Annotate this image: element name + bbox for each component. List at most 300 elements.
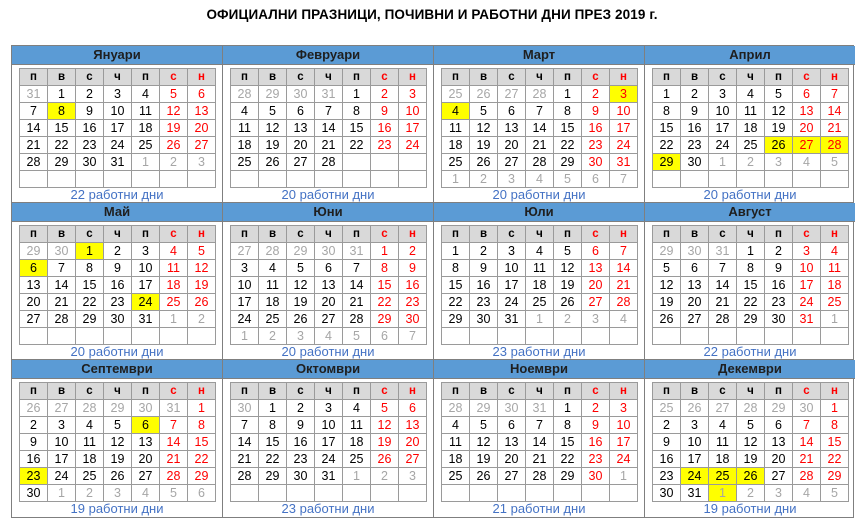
day-cell: 12 (371, 417, 399, 434)
day-cell: 1 (343, 468, 371, 485)
day-cell: 8 (737, 260, 765, 277)
empty-day-cell (582, 328, 610, 345)
day-cell: 13 (765, 434, 793, 451)
day-cell: 1 (231, 328, 259, 345)
holiday-day-cell: 24 (681, 468, 709, 485)
week-row (442, 86, 638, 103)
day-cell: 2 (160, 154, 188, 171)
day-cell: 31 (681, 485, 709, 502)
weekday-header-row (231, 69, 427, 86)
weekday-header: с (287, 226, 315, 243)
weekday-header: с (793, 226, 821, 243)
day-cell: 22 (821, 451, 849, 468)
day-cell: 3 (399, 468, 427, 485)
day-cell: 23 (104, 294, 132, 311)
day-cell: 17 (104, 120, 132, 137)
weekday-header: с (287, 69, 315, 86)
day-cell: 12 (653, 277, 681, 294)
day-cell: 19 (287, 294, 315, 311)
day-cell: 7 (399, 328, 427, 345)
workdays-count: 20 работни дни (703, 187, 797, 202)
day-cell: 22 (48, 137, 76, 154)
week-row (442, 120, 638, 137)
weekday-header: п (554, 383, 582, 400)
empty-day-cell (315, 171, 343, 188)
day-cell: 25 (821, 294, 849, 311)
day-cell: 4 (76, 417, 104, 434)
empty-day-cell (765, 171, 793, 188)
day-cell: 21 (160, 451, 188, 468)
day-cell: 18 (442, 137, 470, 154)
day-cell: 3 (132, 243, 160, 260)
day-cell: 22 (442, 294, 470, 311)
week-row (231, 120, 427, 137)
day-cell: 5 (470, 103, 498, 120)
weekday-header: ч (104, 226, 132, 243)
month-name: Февруари (223, 46, 433, 65)
day-cell: 1 (737, 243, 765, 260)
day-cell: 28 (610, 294, 638, 311)
day-cell: 27 (48, 400, 76, 417)
empty-day-cell (554, 485, 582, 502)
day-cell: 12 (554, 260, 582, 277)
day-cell: 29 (287, 243, 315, 260)
day-cell: 26 (287, 311, 315, 328)
week-row (20, 243, 216, 260)
day-cell: 6 (371, 328, 399, 345)
day-cell: 29 (442, 311, 470, 328)
day-cell: 16 (399, 277, 427, 294)
day-cell: 17 (315, 434, 343, 451)
day-cell: 24 (610, 451, 638, 468)
holiday-day-cell: 26 (737, 468, 765, 485)
day-cell: 1 (821, 400, 849, 417)
day-cell: 23 (470, 294, 498, 311)
weekday-header: п (765, 69, 793, 86)
day-cell: 9 (681, 103, 709, 120)
day-cell: 10 (315, 417, 343, 434)
weekday-header-row (231, 383, 427, 400)
empty-day-cell (371, 154, 399, 171)
weekday-header: с (793, 383, 821, 400)
day-cell: 1 (48, 86, 76, 103)
day-cell: 22 (259, 451, 287, 468)
day-cell: 30 (287, 468, 315, 485)
week-row (442, 154, 638, 171)
empty-day-cell (442, 328, 470, 345)
day-cell: 23 (399, 294, 427, 311)
week-row (442, 171, 638, 188)
week-row (231, 434, 427, 451)
day-cell: 12 (470, 434, 498, 451)
day-cell: 1 (554, 86, 582, 103)
empty-day-cell (737, 171, 765, 188)
day-cell: 9 (371, 103, 399, 120)
day-cell: 3 (48, 417, 76, 434)
week-row (653, 260, 849, 277)
day-cell: 1 (48, 485, 76, 502)
month-calendar-table (652, 68, 849, 188)
month-calendar-table (19, 225, 216, 345)
month-calendar-table (441, 382, 638, 502)
day-cell: 6 (582, 171, 610, 188)
empty-day-cell (343, 485, 371, 502)
month-block (645, 46, 855, 203)
day-cell: 3 (709, 86, 737, 103)
workdays-count: 23 работни дни (492, 344, 586, 359)
workdays-count: 22 работни дни (703, 344, 797, 359)
empty-day-cell (681, 171, 709, 188)
day-cell: 17 (132, 277, 160, 294)
day-cell: 2 (737, 485, 765, 502)
day-cell: 18 (442, 451, 470, 468)
weekday-header: н (399, 69, 427, 86)
day-cell: 5 (821, 154, 849, 171)
day-cell: 25 (259, 311, 287, 328)
week-row (442, 328, 638, 345)
day-cell: 30 (76, 154, 104, 171)
day-cell: 1 (442, 171, 470, 188)
day-cell: 27 (399, 451, 427, 468)
week-row (442, 294, 638, 311)
empty-day-cell (76, 171, 104, 188)
week-row (231, 103, 427, 120)
week-row (653, 294, 849, 311)
weekday-header: п (653, 383, 681, 400)
holiday-day-cell: 26 (765, 137, 793, 154)
month-name: Октомври (223, 360, 433, 379)
day-cell: 27 (709, 400, 737, 417)
day-cell: 1 (653, 86, 681, 103)
weekday-header: с (160, 383, 188, 400)
week-row (20, 103, 216, 120)
day-cell: 18 (709, 451, 737, 468)
weekday-header: с (160, 69, 188, 86)
day-cell: 28 (76, 400, 104, 417)
month-calendar-table (441, 68, 638, 188)
holiday-day-cell: 1 (76, 243, 104, 260)
weekday-header-row (442, 226, 638, 243)
day-cell: 15 (188, 434, 216, 451)
week-row (231, 451, 427, 468)
day-cell: 29 (554, 468, 582, 485)
day-cell: 5 (343, 328, 371, 345)
day-cell: 17 (709, 120, 737, 137)
day-cell: 27 (20, 311, 48, 328)
month-name: Април (645, 46, 855, 65)
empty-day-cell (231, 171, 259, 188)
day-cell: 14 (231, 434, 259, 451)
month-name: Декември (645, 360, 855, 379)
day-cell: 22 (188, 451, 216, 468)
weekday-header-row (20, 69, 216, 86)
week-row (653, 154, 849, 171)
day-cell: 14 (20, 120, 48, 137)
day-cell: 11 (76, 434, 104, 451)
day-cell: 20 (188, 120, 216, 137)
empty-day-cell (709, 171, 737, 188)
day-cell: 7 (610, 243, 638, 260)
day-cell: 7 (231, 417, 259, 434)
holiday-day-cell: 6 (132, 417, 160, 434)
day-cell: 21 (20, 137, 48, 154)
day-cell: 30 (231, 400, 259, 417)
day-cell: 19 (104, 451, 132, 468)
day-cell: 6 (793, 86, 821, 103)
day-cell: 25 (737, 137, 765, 154)
weekday-header: п (343, 69, 371, 86)
day-cell: 1 (821, 311, 849, 328)
week-row (20, 171, 216, 188)
week-row (20, 260, 216, 277)
holiday-day-cell: 28 (821, 137, 849, 154)
weekday-header: с (287, 383, 315, 400)
day-cell: 2 (287, 400, 315, 417)
day-cell: 14 (793, 434, 821, 451)
day-cell: 7 (526, 417, 554, 434)
day-cell: 5 (737, 417, 765, 434)
empty-day-cell (104, 328, 132, 345)
day-cell: 10 (231, 277, 259, 294)
day-cell: 5 (554, 171, 582, 188)
day-cell: 7 (610, 171, 638, 188)
day-cell: 28 (259, 243, 287, 260)
day-cell: 30 (399, 311, 427, 328)
day-cell: 2 (681, 86, 709, 103)
day-cell: 26 (470, 154, 498, 171)
day-cell: 6 (188, 86, 216, 103)
day-cell: 28 (526, 154, 554, 171)
weekday-header: н (188, 226, 216, 243)
day-cell: 4 (442, 417, 470, 434)
day-cell: 20 (399, 434, 427, 451)
day-cell: 23 (371, 137, 399, 154)
weekday-header: п (132, 226, 160, 243)
week-row (442, 277, 638, 294)
empty-day-cell (48, 171, 76, 188)
weekday-header: ч (104, 69, 132, 86)
day-cell: 14 (610, 260, 638, 277)
day-cell: 11 (442, 434, 470, 451)
day-cell: 13 (399, 417, 427, 434)
empty-day-cell (20, 328, 48, 345)
day-cell: 30 (104, 311, 132, 328)
day-cell: 20 (681, 294, 709, 311)
day-cell: 2 (470, 243, 498, 260)
day-cell: 2 (20, 417, 48, 434)
day-cell: 1 (709, 154, 737, 171)
week-row (442, 103, 638, 120)
day-cell: 2 (371, 86, 399, 103)
month-block (645, 360, 855, 517)
day-cell: 7 (160, 417, 188, 434)
weekday-header: п (554, 226, 582, 243)
day-cell: 3 (188, 154, 216, 171)
day-cell: 30 (582, 468, 610, 485)
month-calendar-table (230, 68, 427, 188)
empty-day-cell (554, 328, 582, 345)
day-cell: 8 (653, 103, 681, 120)
weekday-header: с (709, 226, 737, 243)
day-cell: 28 (315, 154, 343, 171)
week-row (442, 485, 638, 502)
weekday-header: ч (526, 383, 554, 400)
day-cell: 3 (765, 154, 793, 171)
empty-day-cell (681, 328, 709, 345)
day-cell: 9 (653, 434, 681, 451)
day-cell: 26 (653, 311, 681, 328)
workdays-count: 20 работни дни (70, 344, 164, 359)
day-cell: 1 (526, 311, 554, 328)
weekday-header: п (442, 69, 470, 86)
empty-day-cell (259, 171, 287, 188)
day-cell: 29 (104, 400, 132, 417)
day-cell: 21 (526, 451, 554, 468)
weekday-header: с (498, 69, 526, 86)
day-cell: 6 (765, 417, 793, 434)
weekday-header: п (231, 69, 259, 86)
day-cell: 2 (470, 171, 498, 188)
day-cell: 16 (582, 120, 610, 137)
day-cell: 5 (470, 417, 498, 434)
day-cell: 19 (259, 137, 287, 154)
month-name: Май (12, 203, 222, 222)
day-cell: 17 (610, 434, 638, 451)
day-cell: 14 (709, 277, 737, 294)
day-cell: 21 (793, 451, 821, 468)
day-cell: 8 (188, 417, 216, 434)
day-cell: 21 (48, 294, 76, 311)
day-cell: 12 (160, 103, 188, 120)
day-cell: 21 (231, 451, 259, 468)
week-row (231, 277, 427, 294)
day-cell: 15 (48, 120, 76, 137)
week-row (442, 260, 638, 277)
week-row (653, 328, 849, 345)
day-cell: 27 (315, 311, 343, 328)
week-row (653, 400, 849, 417)
day-cell: 30 (287, 86, 315, 103)
week-row (653, 277, 849, 294)
day-cell: 27 (498, 468, 526, 485)
day-cell: 11 (231, 120, 259, 137)
day-cell: 3 (610, 400, 638, 417)
day-cell: 3 (315, 400, 343, 417)
week-row (20, 86, 216, 103)
empty-day-cell (821, 171, 849, 188)
day-cell: 24 (104, 137, 132, 154)
empty-day-cell (371, 485, 399, 502)
weekday-header: ч (526, 69, 554, 86)
day-cell: 28 (442, 400, 470, 417)
day-cell: 4 (793, 485, 821, 502)
weekday-header: п (20, 383, 48, 400)
day-cell: 10 (399, 103, 427, 120)
day-cell: 4 (160, 243, 188, 260)
day-cell: 29 (259, 86, 287, 103)
day-cell: 18 (132, 120, 160, 137)
day-cell: 14 (160, 434, 188, 451)
workdays-count: 20 работни дни (281, 344, 375, 359)
weekday-header-row (231, 226, 427, 243)
weekday-header-row (20, 226, 216, 243)
day-cell: 23 (653, 468, 681, 485)
day-cell: 31 (526, 400, 554, 417)
day-cell: 1 (132, 154, 160, 171)
day-cell: 25 (132, 137, 160, 154)
day-cell: 28 (737, 400, 765, 417)
day-cell: 17 (498, 277, 526, 294)
day-cell: 18 (76, 451, 104, 468)
day-cell: 14 (343, 277, 371, 294)
day-cell: 12 (104, 434, 132, 451)
day-cell: 30 (498, 400, 526, 417)
week-row (20, 137, 216, 154)
weekday-header: п (765, 383, 793, 400)
empty-day-cell (793, 171, 821, 188)
day-cell: 4 (231, 103, 259, 120)
weekday-header: н (610, 226, 638, 243)
day-cell: 6 (498, 417, 526, 434)
day-cell: 9 (104, 260, 132, 277)
day-cell: 30 (681, 243, 709, 260)
day-cell: 21 (709, 294, 737, 311)
weekday-header: в (259, 383, 287, 400)
day-cell: 3 (231, 260, 259, 277)
weekday-header: н (399, 226, 427, 243)
weekday-header: ч (315, 383, 343, 400)
weekday-header: п (765, 226, 793, 243)
empty-day-cell (188, 328, 216, 345)
empty-day-cell (48, 328, 76, 345)
day-cell: 14 (821, 103, 849, 120)
day-cell: 2 (399, 243, 427, 260)
day-cell: 1 (259, 400, 287, 417)
week-row (653, 434, 849, 451)
day-cell: 5 (371, 400, 399, 417)
day-cell: 26 (470, 86, 498, 103)
day-cell: 24 (498, 294, 526, 311)
month-calendar-table (19, 68, 216, 188)
weekday-header: с (709, 383, 737, 400)
day-cell: 11 (160, 260, 188, 277)
empty-day-cell (20, 171, 48, 188)
day-cell: 28 (20, 154, 48, 171)
week-row (20, 311, 216, 328)
day-cell: 2 (76, 86, 104, 103)
day-cell: 21 (343, 294, 371, 311)
weekday-header: ч (737, 383, 765, 400)
week-row (653, 171, 849, 188)
weekday-header: в (681, 69, 709, 86)
day-cell: 2 (259, 328, 287, 345)
day-cell: 9 (582, 103, 610, 120)
day-cell: 21 (821, 120, 849, 137)
day-cell: 6 (498, 103, 526, 120)
week-row (653, 243, 849, 260)
day-cell: 11 (259, 277, 287, 294)
day-cell: 2 (582, 86, 610, 103)
day-cell: 6 (315, 260, 343, 277)
day-cell: 1 (188, 400, 216, 417)
month-block (434, 203, 644, 360)
day-cell: 4 (526, 243, 554, 260)
day-cell: 3 (582, 311, 610, 328)
week-row (231, 260, 427, 277)
empty-day-cell (526, 328, 554, 345)
weekday-header: п (442, 383, 470, 400)
day-cell: 5 (821, 485, 849, 502)
